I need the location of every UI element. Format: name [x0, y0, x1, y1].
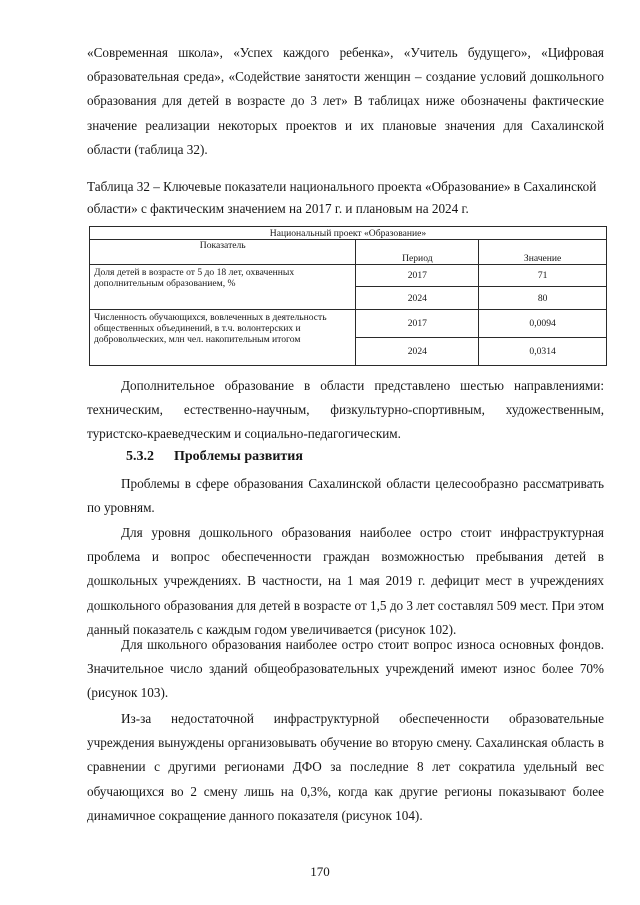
table-cell-value: 0,0094: [479, 310, 607, 338]
header-period: Период: [356, 240, 479, 265]
table-title: Национальный проект «Образование»: [90, 227, 607, 240]
page-number: 170: [310, 864, 330, 879]
table-cell-period: 2017: [356, 310, 479, 338]
table-row-indicator: Численность обучающихся, вовлеченных в деятельность общественных объединений, в т.ч. волонтерских и добровольческих, млн чел. накопительным итогом: [90, 310, 356, 366]
section-title: Проблемы развития: [174, 449, 303, 464]
paragraph-problems-intro: Проблемы в сфере образования Сахалинской области целесообразно рассматривать по уровням.: [87, 476, 604, 516]
paragraph-projects: «Современная школа», «Успех каждого ребенка», «Учитель будущего», «Цифровая образовательная среда», «Содействие занятости женщин – создание условий дошкольного образования для детей в возрасте до 3 лет» В таблицах ниже обозначены фактические значение реализации некоторых проектов и их плановые значения для Сахалинской области (таблица 32).: [87, 45, 604, 157]
section-number: 5.3.2: [126, 449, 154, 464]
table-cell-period: 2024: [356, 287, 479, 310]
table-cell-value: 0,0314: [479, 338, 607, 366]
table-cell-value: 80: [479, 287, 607, 310]
paragraph-school: Для школьного образования наиболее остро стоит вопрос износа основных фондов. Значительное число зданий общеобразовательных учреждений имеют износ более 70% (рисунок 103).: [87, 637, 604, 701]
table-cell-period: 2024: [356, 338, 479, 366]
indicators-table: [89, 226, 607, 366]
table-cell-period: 2017: [356, 265, 479, 287]
table-row-indicator: Доля детей в возрасте от 5 до 18 лет, охваченных дополнительным образованием, %: [90, 265, 356, 310]
header-indicator: Показатель: [90, 240, 356, 265]
section-heading: [126, 449, 303, 465]
table-cell-value: 71: [479, 265, 607, 287]
paragraph-preschool: Для уровня дошкольного образования наиболее остро стоит инфраструктурная проблема и вопрос обеспеченности граждан возможностью пребывания детей в дошкольных учреждениях. В частности, на 1 мая 2019 г. дефицит мест в учреждениях дошкольного образования для детей в возрасте от 1,5 до 3 лет составлял 509 мест. При этом данный показатель с каждым годом увеличивается (рисунок 102).: [87, 525, 605, 637]
paragraph-second-shift: Из-за недостаточной инфраструктурной обеспеченности образовательные учреждения вынуждены организовывать обучение во вторую смену. Сахалинская область в сравнении с другими регионами ДФО за последние 8 лет сократила удельный вес обучающихся во 2 смену лишь на 0,3%, когда как другие регионы показывают более динамичное сокращение данного показателя (рисунок 104).: [87, 711, 604, 823]
header-value-spacer: [479, 240, 607, 252]
header-value: Значение: [479, 252, 607, 265]
table-caption: Таблица 32 – Ключевые показатели национального проекта «Образование» в Сахалинской области» с фактическим значением на 2017 г. и плановым на 2024 г.: [87, 179, 597, 216]
paragraph-additional-education: Дополнительное образование в области представлено шестью направлениями: техническим, естественно-научным, физкультурно-спортивным, художественным, туристско-краеведческим и социально-педагогическим.: [87, 378, 604, 442]
